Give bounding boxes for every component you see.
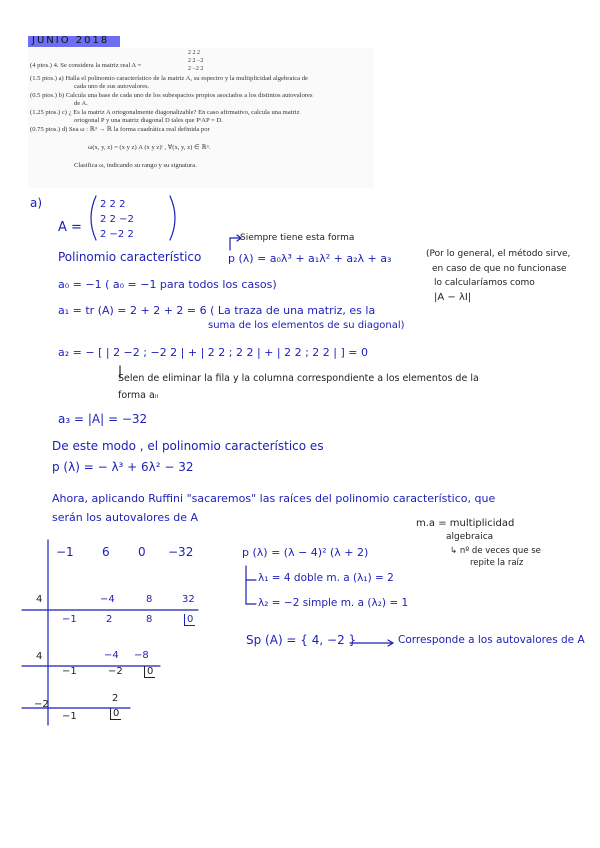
siempre-note: Siempre tiene esta forma <box>240 233 355 243</box>
problem-line-2: (1.5 ptos.) a) Halla el polinomio característico de la matriz A, su espectro y la multiplicidad algebraica de <box>30 75 308 82</box>
problem-matrix-row-2: 2 2 −2 <box>188 58 204 64</box>
ruffini-divisor-3: −2 <box>34 699 49 710</box>
a0-line: a₀ = −1 ( a₀ = −1 para todos los casos) <box>58 278 277 291</box>
a2-note-2: forma aᵢᵢ <box>118 390 159 401</box>
ruffini-r0-c0: −1 <box>56 545 74 559</box>
problem-line-6: Clasifica ω, indicando su rango y su signatura. <box>74 162 197 169</box>
ruffini-r2b-c1: −2 <box>108 666 123 677</box>
p-factored: p (λ) = (λ − 4)² (λ + 2) <box>242 546 369 559</box>
lambda1-line: λ₁ = 4 doble m. a (λ₁) = 2 <box>258 572 394 584</box>
poly-form: p (λ) = a₀λ³ + a₁λ² + a₂λ + a₃ <box>228 252 392 265</box>
ruffini-r1b-c1: 2 <box>106 614 113 625</box>
ruffini-line-2: serán los autovalores de A <box>52 511 199 524</box>
spectrum-note: Corresponde a los autovalores de A <box>398 634 585 646</box>
problem-line-3: (0.5 ptos.) b) Calcula una base de cada uno de los subespacios propios asociados a los distintos autovalores <box>30 92 313 99</box>
problem-line-1: (4 ptos.) 4. Se considera la matriz real A = <box>30 62 142 69</box>
header-title: JUNIO 2018 <box>32 35 110 46</box>
problem-line-4b: ortogonal P y una matriz diagonal D tales que PᵗAP = D. <box>74 117 223 124</box>
ruffini-divisor-1: 4 <box>36 594 43 605</box>
ruffini-r3b-c0: −1 <box>62 711 77 722</box>
problem-line-2b: cada uno de sus autovalores. <box>74 83 150 90</box>
matrix-right-paren <box>170 196 175 240</box>
problem-line-5: (0.75 ptos.) d) Sea ω : ℝ³ → ℝ la forma cuadrática real definida por <box>30 126 210 133</box>
matrix-A-label: A = <box>58 220 82 235</box>
ma-note-4: repite la raíz <box>470 558 524 568</box>
ruffini-r2b-c0: −1 <box>62 666 77 677</box>
ma-note-1: m.a = multiplicidad <box>416 518 515 529</box>
poly-label: Polinomio característico <box>58 250 202 264</box>
spectrum-line: Sp (A) = { 4, −2 } <box>246 633 357 647</box>
a1-line-b: suma de los elementos de su diagonal) <box>208 320 405 331</box>
ruffini-r1b-c2: 8 <box>146 614 153 625</box>
problem-line-3b: de A. <box>74 100 88 107</box>
lambda2-line: λ₂ = −2 simple m. a (λ₂) = 1 <box>258 597 409 609</box>
ruffini-r1a-c2: 8 <box>146 594 153 605</box>
ma-note-2: algebraica <box>446 532 494 542</box>
matrix-row-3: 2 −2 2 <box>100 229 134 240</box>
ruffini-r1b-c3: 0 <box>184 614 195 626</box>
ruffini-line-1: Ahora, aplicando Ruffini "sacaremos" las raíces del polinomio característico, que <box>52 492 496 505</box>
ruffini-r2b-c2: 0 <box>144 666 155 678</box>
problem-line-4: (1.25 ptos.) c) ¿ Es la matriz A ortogonalmente diagonalizable? En caso afirmativo, calcula una matriz <box>30 109 300 116</box>
ruffini-r2a-c1: −4 <box>104 650 119 661</box>
a1-line: a₁ = tr (A) = 2 + 2 + 2 = 6 ( La traza de una matriz, es la <box>58 304 376 317</box>
ruffini-r0-c3: −32 <box>168 545 194 559</box>
ruffini-r1a-c3: 32 <box>182 594 195 605</box>
ruffini-r1a-c1: −4 <box>100 594 115 605</box>
a3-line: a₃ = |A| = −32 <box>58 412 148 426</box>
problem-formula: ω(x, y, z) = (x y z) A (x y z)ᵗ , ∀(x, y, z) ∈ ℝ³. <box>88 144 211 151</box>
ruffini-r1b-c0: −1 <box>62 614 77 625</box>
problem-matrix-row-1: 2 2 2 <box>188 50 200 56</box>
side-note-4: |A − λI| <box>434 292 472 303</box>
ruffini-r0-c2: 0 <box>138 545 146 559</box>
ruffini-r0-c1: 6 <box>102 545 110 559</box>
ruffini-r3b-c1: 0 <box>110 708 121 720</box>
problem-matrix-row-3: 2 −2 2 <box>188 66 204 72</box>
ruffini-r3a-c1: 2 <box>112 693 119 704</box>
matrix-row-2: 2 2 −2 <box>100 214 134 225</box>
side-note-1: (Por lo general, el método sirve, <box>426 249 571 259</box>
matrix-left-paren <box>91 196 96 240</box>
lambda2-arrow <box>246 580 256 604</box>
part-a-label: a) <box>30 196 43 210</box>
lambda1-arrow <box>246 566 256 580</box>
side-note-2: en caso de que no funcionase <box>432 264 567 274</box>
ruffini-divisor-2: 4 <box>36 651 43 662</box>
ruffini-r2a-c2: −8 <box>134 650 149 661</box>
a2-line: a₂ = − [ | 2 −2 ; −2 2 | + | 2 2 ; 2 2 | + | 2 2 ; 2 2 | ] = 0 <box>58 346 368 359</box>
p-final: p (λ) = − λ³ + 6λ² − 32 <box>52 460 194 474</box>
a2-note-1: Selen de eliminar la fila y la columna correspondiente a los elementos de la <box>118 373 479 384</box>
matrix-row-1: 2 2 2 <box>100 199 126 210</box>
ma-note-3: ↳ nº de veces que se <box>450 546 541 556</box>
side-note-3: lo calcularíamos como <box>434 278 535 288</box>
conclusion-line: De este modo , el polinomio característico es <box>52 439 324 453</box>
